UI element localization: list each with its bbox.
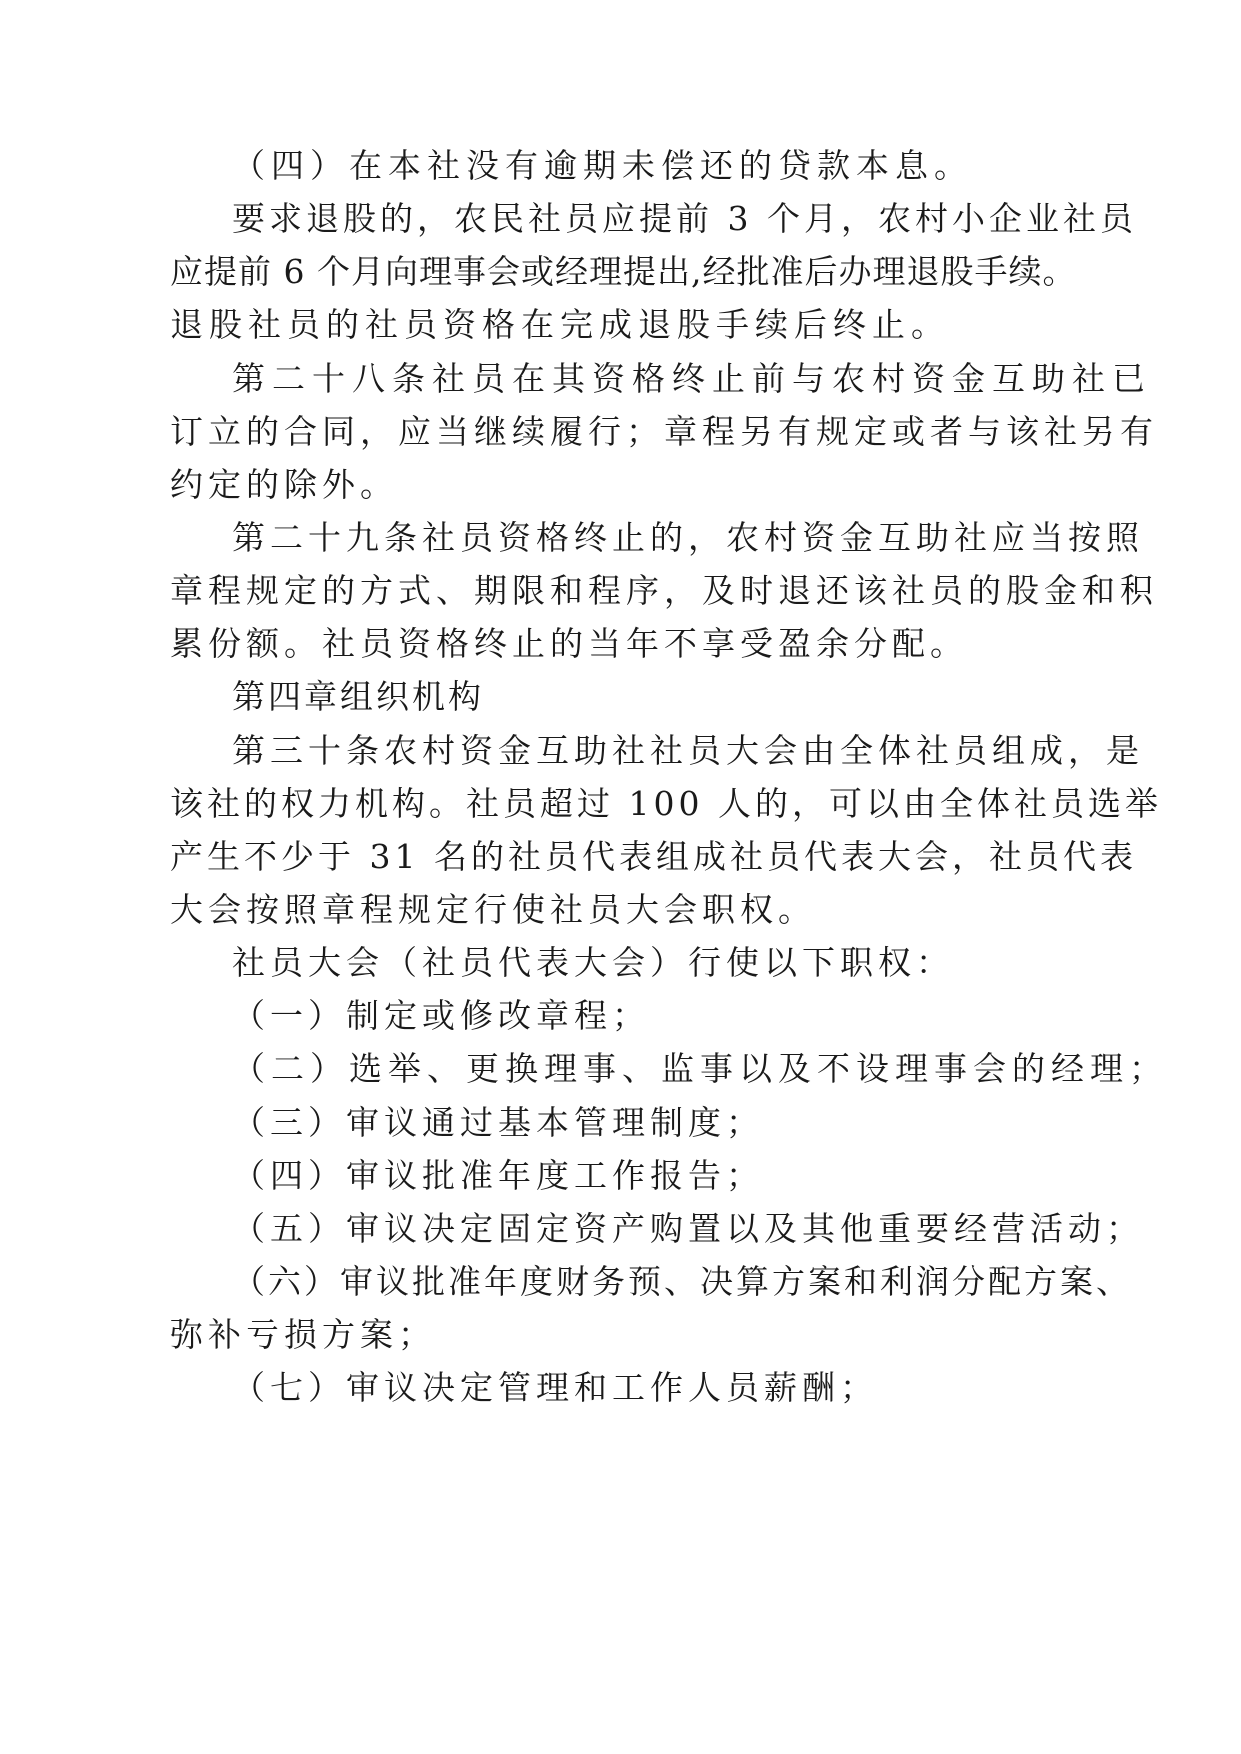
text-line-13: 该社的权力机构。社员超过 100 人的，可以由全体社员选举 [170, 784, 1162, 823]
list-item-1: （一）制定或修改章程； [232, 996, 650, 1035]
text-line-4: 退股社员的社员资格在完成退股手续后终止。 [170, 305, 950, 344]
text-line-12: 第三十条农村资金互助社社员大会由全体社员组成，是 [232, 731, 1144, 770]
chapter-heading: 第四章组织机构 [232, 677, 484, 716]
list-item-6: （六）审议批准年度财务预、决算方案和利润分配方案、 [232, 1262, 1132, 1301]
list-item-6-continued: 弥补亏损方案； [170, 1315, 436, 1354]
list-item-2: （二）选举、更换理事、监事以及不设理事会的经理； [232, 1049, 1168, 1088]
text-line-3: 应提前 6 个月向理事会或经理提出,经批准后办理退股手续。 [170, 252, 1077, 291]
list-item-7: （七）审议决定管理和工作人员薪酬； [232, 1368, 878, 1407]
text-line-2: 要求退股的，农民社员应提前 3 个月，农村小企业社员 [232, 199, 1137, 238]
text-line-9: 章程规定的方式、期限和程序，及时退还该社员的股金和积 [170, 571, 1158, 610]
text-line-8: 第二十九条社员资格终止的，农村资金互助社应当按照 [232, 518, 1144, 557]
text-line-14: 产生不少于 31 名的社员代表组成社员代表大会，社员代表 [170, 837, 1137, 876]
text-line-7: 约定的除外。 [170, 465, 398, 504]
text-line-10: 累份额。社员资格终止的当年不享受盈余分配。 [170, 624, 968, 663]
text-line-6: 订立的合同，应当继续履行；章程另有规定或者与该社另有 [170, 412, 1158, 451]
text-line-5: 第二十八条社员在其资格终止前与农村资金互助社已 [232, 359, 1152, 398]
list-item-5: （五）审议决定固定资产购置以及其他重要经营活动； [232, 1209, 1144, 1248]
list-item-3: （三）审议通过基本管理制度； [232, 1103, 764, 1142]
text-line-15: 大会按照章程规定行使社员大会职权。 [170, 890, 816, 929]
text-line-1: （四）在本社没有逾期未偿还的贷款本息。 [232, 146, 973, 185]
list-item-4: （四）审议批准年度工作报告； [232, 1156, 764, 1195]
text-line-16: 社员大会（社员代表大会）行使以下职权： [232, 943, 954, 982]
